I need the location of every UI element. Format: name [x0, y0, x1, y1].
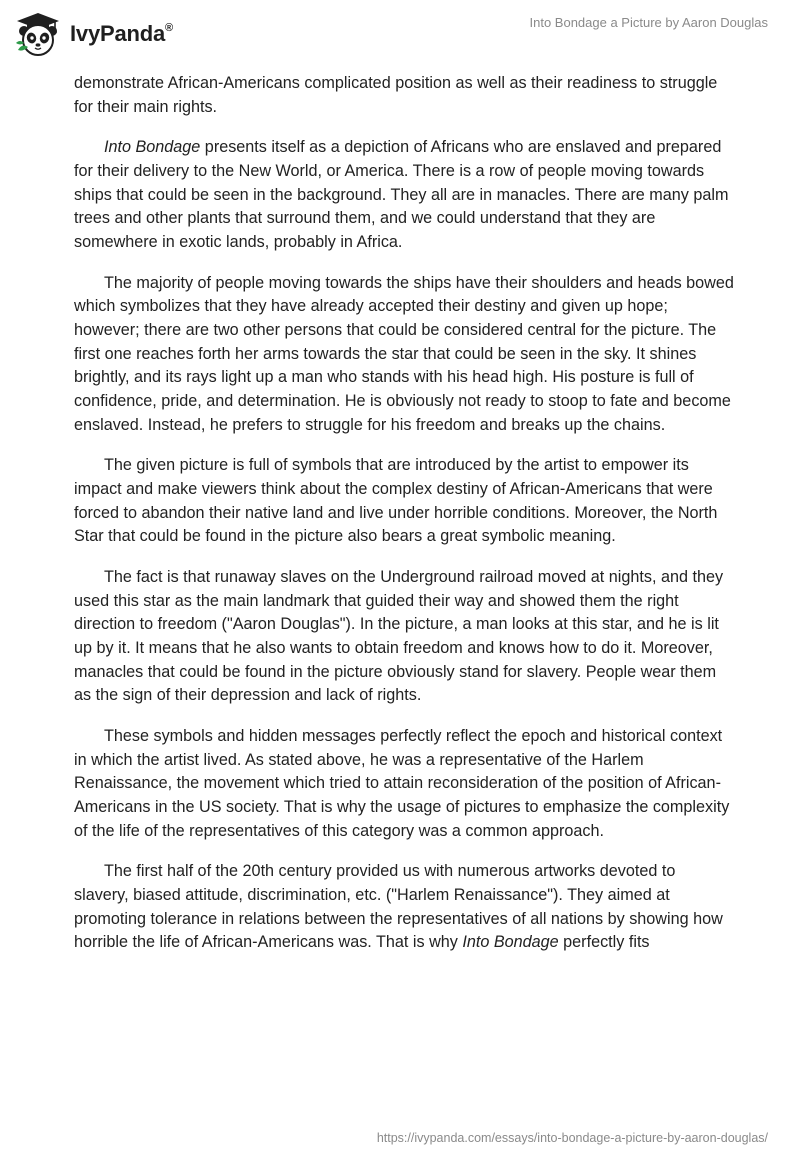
page-header — [0, 0, 800, 70]
paragraph: Into Bondage presents itself as a depiction of Africans who are enslaved and prepared for their delivery to the New World, or America. There is a row of people moving towards ships that could be seen in the background. They all are in manacles. There are many palm trees and other plants that surround them, and we could understand that they are somewhere in exotic lands, probably in Africa. — [74, 138, 729, 252]
paragraph-continued: demonstrate African-Americans complicated position as well as their readiness to struggle for their main rights. — [74, 74, 718, 116]
ivypanda-logo[interactable] — [14, 10, 173, 58]
paragraph: The fact is that runaway slaves on the Underground railroad moved at nights, and they used this star as the main landmark that guided their way and showed them the right direction to freedom ("Aaron Douglas"). In the picture, a man looks at this star, and he is lit up by it. It means that he also wants to obtain freedom and knows how to do it. Moreover, manacles that could be found in the picture obviously stand for slavery. People wear them as the sign of their depression and lack of rights. — [74, 567, 724, 705]
brand-name: IvyPanda® — [70, 21, 173, 46]
document-title: Into Bondage a Picture by Aaron Douglas — [529, 15, 768, 30]
paragraph: The first half of the 20th century provided us with numerous artworks devoted to slavery, biased attitude, discrimination, etc. ("Harlem Renaissance"). They aimed at promoting tolerance in relations between the representatives of all nations by showing how horrible the life of African-Americans was. That is why Into Bondage perfectly fits — [74, 862, 723, 952]
panda-graduate-icon — [14, 10, 62, 58]
paragraph: The majority of people moving towards the ships have their shoulders and heads bowed which symbolizes that they have already accepted their destiny and given up hope; however; there are two other persons that could be considered central for the picture. The first one reaches forth her arms towards the star that could be seen in the sky. It shines brightly, and its rays light up a man who stands with his head high. His posture is full of confidence, pride, and determination. He is obviously not ready to stoop to fate and become enslaved. Instead, he prefers to struggle for his freedom and breaks up the chains. — [74, 273, 734, 434]
artwork-title: Into Bondage — [462, 933, 559, 952]
paragraph: These symbols and hidden messages perfectly reflect the epoch and historical context in which the artist lived. As stated above, he was a representative of the Harlem Renaissance, the movement which tried to attain reconsideration of the position of African-Americans in the US society. That is why the usage of pictures to emphasize the complexity of the life of the representatives of this category was a common approach. — [74, 726, 730, 840]
registered-mark: ® — [165, 21, 173, 34]
paragraph: The given picture is full of symbols that are introduced by the artist to empower its impact and make viewers think about the complex destiny of African-Americans that were forced to abandon their native land and live under horrible conditions. Moreover, the North Star that could be found in the picture also bears a great symbolic meaning. — [74, 456, 718, 546]
article-body — [74, 72, 734, 972]
source-url[interactable]: https://ivypanda.com/essays/into-bondage-a-picture-by-aaron-douglas/ — [376, 1131, 768, 1145]
artwork-title: Into Bondage — [104, 138, 201, 157]
